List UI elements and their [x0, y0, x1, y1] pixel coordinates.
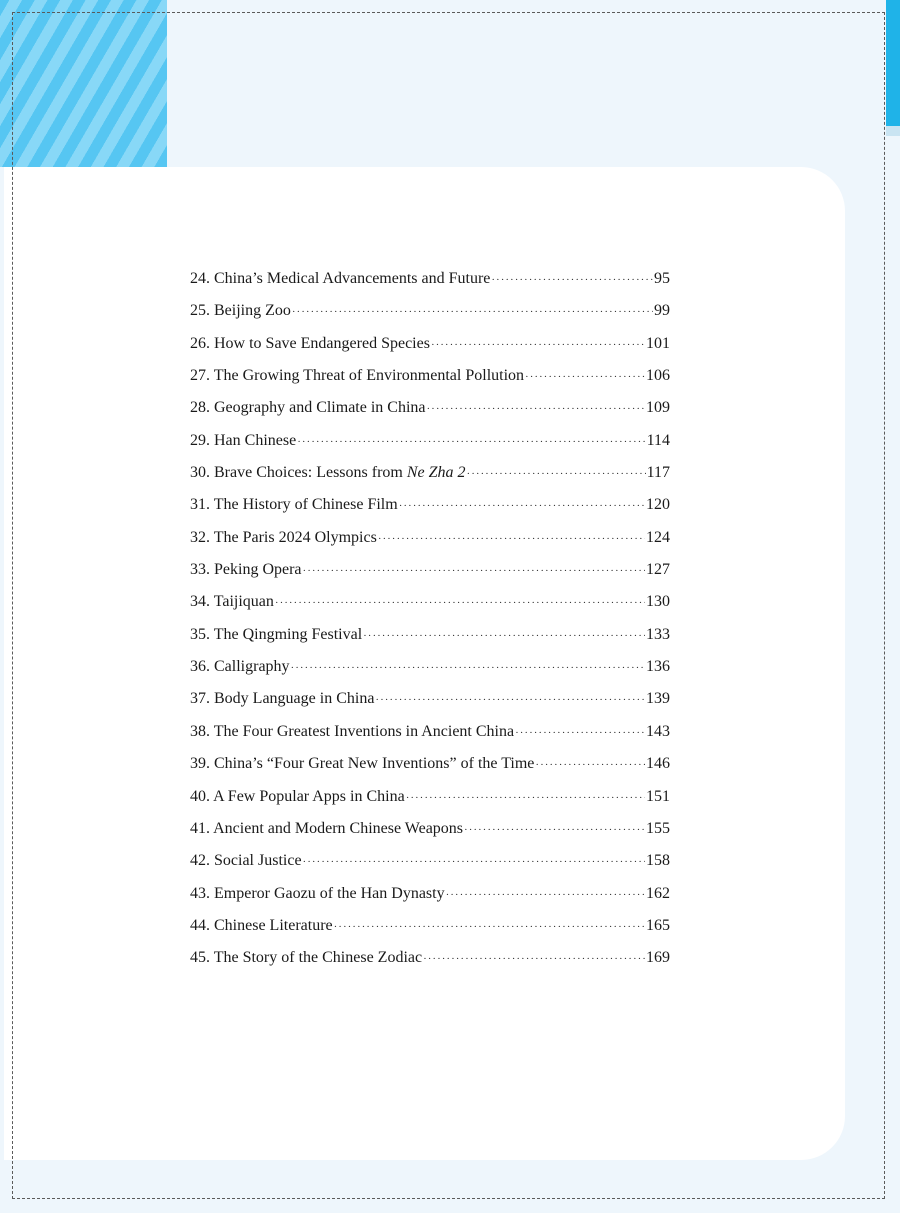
dot-leader	[464, 817, 645, 843]
toc-entry-page: 117	[646, 464, 670, 482]
toc-entry-page: 139	[646, 690, 670, 708]
toc-entry-page: 158	[646, 852, 670, 870]
dot-leader	[375, 687, 645, 713]
decorative-stripe-block	[0, 0, 167, 167]
dot-leader	[406, 785, 645, 811]
toc-entry[interactable]	[190, 816, 670, 848]
toc-entry[interactable]	[190, 492, 670, 524]
toc-entry-page: 162	[646, 884, 670, 902]
toc-entry-title: 32. The Paris 2024 Olympics	[190, 528, 377, 546]
dot-leader	[334, 914, 645, 940]
toc-entry-title: 39. China’s “Four Great New Inventions” of the Time	[190, 755, 535, 773]
toc-entry-title: 45. The Story of the Chinese Zodiac	[190, 949, 423, 967]
toc-entry[interactable]	[190, 460, 670, 492]
toc-entry-title: 36. Calligraphy	[190, 658, 290, 676]
toc-entry[interactable]	[190, 298, 670, 330]
edge-tab-marker	[886, 0, 900, 126]
toc-entry-page: 114	[646, 431, 670, 449]
dot-leader	[378, 526, 645, 552]
toc-entry[interactable]	[190, 525, 670, 557]
toc-entry-title-text: 30. Brave Choices: Lessons from	[190, 464, 407, 482]
dot-leader	[525, 364, 645, 390]
toc-entry-page: 169	[646, 949, 670, 967]
dot-leader	[399, 493, 645, 519]
toc-entry[interactable]	[190, 881, 670, 913]
toc-entry[interactable]	[190, 589, 670, 621]
toc-entry-title: 28. Geography and Climate in China	[190, 399, 426, 417]
toc-entry[interactable]	[190, 363, 670, 395]
toc-entry[interactable]	[190, 686, 670, 718]
dot-leader	[467, 461, 646, 487]
toc-entry-page: 155	[646, 819, 670, 837]
toc-entry-title: 38. The Four Greatest Inventions in Ancient China	[190, 722, 515, 740]
toc-entry-page: 151	[646, 787, 670, 805]
dot-leader	[423, 946, 645, 972]
toc-entry-page: 109	[646, 399, 670, 417]
toc-entry-page: 146	[646, 755, 670, 773]
toc-entry-page: 99	[654, 302, 670, 320]
dot-leader	[427, 396, 645, 422]
dot-leader	[297, 429, 645, 455]
toc-entry-page: 133	[646, 625, 670, 643]
toc-entry-title: 25. Beijing Zoo	[190, 302, 291, 320]
toc-entry-title	[190, 460, 466, 486]
toc-entry-title: 26. How to Save Endangered Species	[190, 334, 430, 352]
toc-entry-page: 95	[654, 270, 670, 287]
toc-entry-page: 124	[646, 528, 670, 546]
toc-entry[interactable]	[190, 719, 670, 751]
toc-entry[interactable]	[190, 331, 670, 363]
toc-entry-page: 101	[646, 334, 670, 352]
toc-entry-page: 127	[646, 561, 670, 579]
toc-entry-page: 106	[646, 367, 670, 385]
dot-leader	[431, 332, 645, 358]
dot-leader	[363, 623, 645, 649]
toc-entry[interactable]	[190, 848, 670, 880]
toc-entry-title: 42. Social Justice	[190, 852, 302, 870]
dot-leader	[446, 882, 645, 908]
toc-entry-title: 43. Emperor Gaozu of the Han Dynasty	[190, 884, 445, 902]
dot-leader	[303, 849, 645, 875]
toc-entry-page: 143	[646, 722, 670, 740]
toc-entry-title: 34. Taijiquan	[190, 593, 274, 611]
dot-leader	[515, 720, 645, 746]
toc-entry-page: 165	[646, 916, 670, 934]
toc-entry-title: 27. The Growing Threat of Environmental Pollution	[190, 367, 525, 385]
toc-entry[interactable]	[190, 428, 670, 460]
toc-entry-title: 37. Body Language in China	[190, 690, 375, 708]
dot-leader	[303, 558, 645, 584]
toc-entry-title: 24. China’s Medical Advancements and Future	[190, 270, 491, 287]
dot-leader	[535, 752, 645, 778]
dot-leader	[292, 299, 653, 325]
toc-entry-title: 41. Ancient and Modern Chinese Weapons	[190, 819, 464, 837]
toc-entry[interactable]	[190, 266, 670, 298]
dot-leader	[275, 590, 645, 616]
toc-entry[interactable]	[190, 751, 670, 783]
toc-entry-title: 40. A Few Popular Apps in China	[190, 787, 405, 805]
toc-entry[interactable]	[190, 784, 670, 816]
toc-entry-title: 44. Chinese Literature	[190, 916, 333, 934]
toc-entry-title: 35. The Qingming Festival	[190, 625, 363, 643]
toc-entry-title-italic: Ne Zha 2	[406, 464, 466, 482]
toc-entry[interactable]	[190, 622, 670, 654]
toc-entry-title: 33. Peking Opera	[190, 561, 302, 579]
dot-leader	[491, 267, 653, 293]
toc-entry-title: 31. The History of Chinese Film	[190, 496, 398, 514]
toc-entry[interactable]	[190, 557, 670, 589]
table-of-contents	[190, 266, 670, 978]
toc-entry-page: 136	[646, 658, 670, 676]
edge-tab-shadow	[886, 126, 900, 136]
toc-entry[interactable]	[190, 395, 670, 427]
toc-entry-title: 29. Han Chinese	[190, 431, 297, 449]
toc-entry[interactable]	[190, 913, 670, 945]
toc-entry-page: 120	[646, 496, 670, 514]
toc-entry[interactable]	[190, 945, 670, 977]
toc-entry[interactable]	[190, 654, 670, 686]
toc-entry-page: 130	[646, 593, 670, 611]
dot-leader	[291, 655, 645, 681]
